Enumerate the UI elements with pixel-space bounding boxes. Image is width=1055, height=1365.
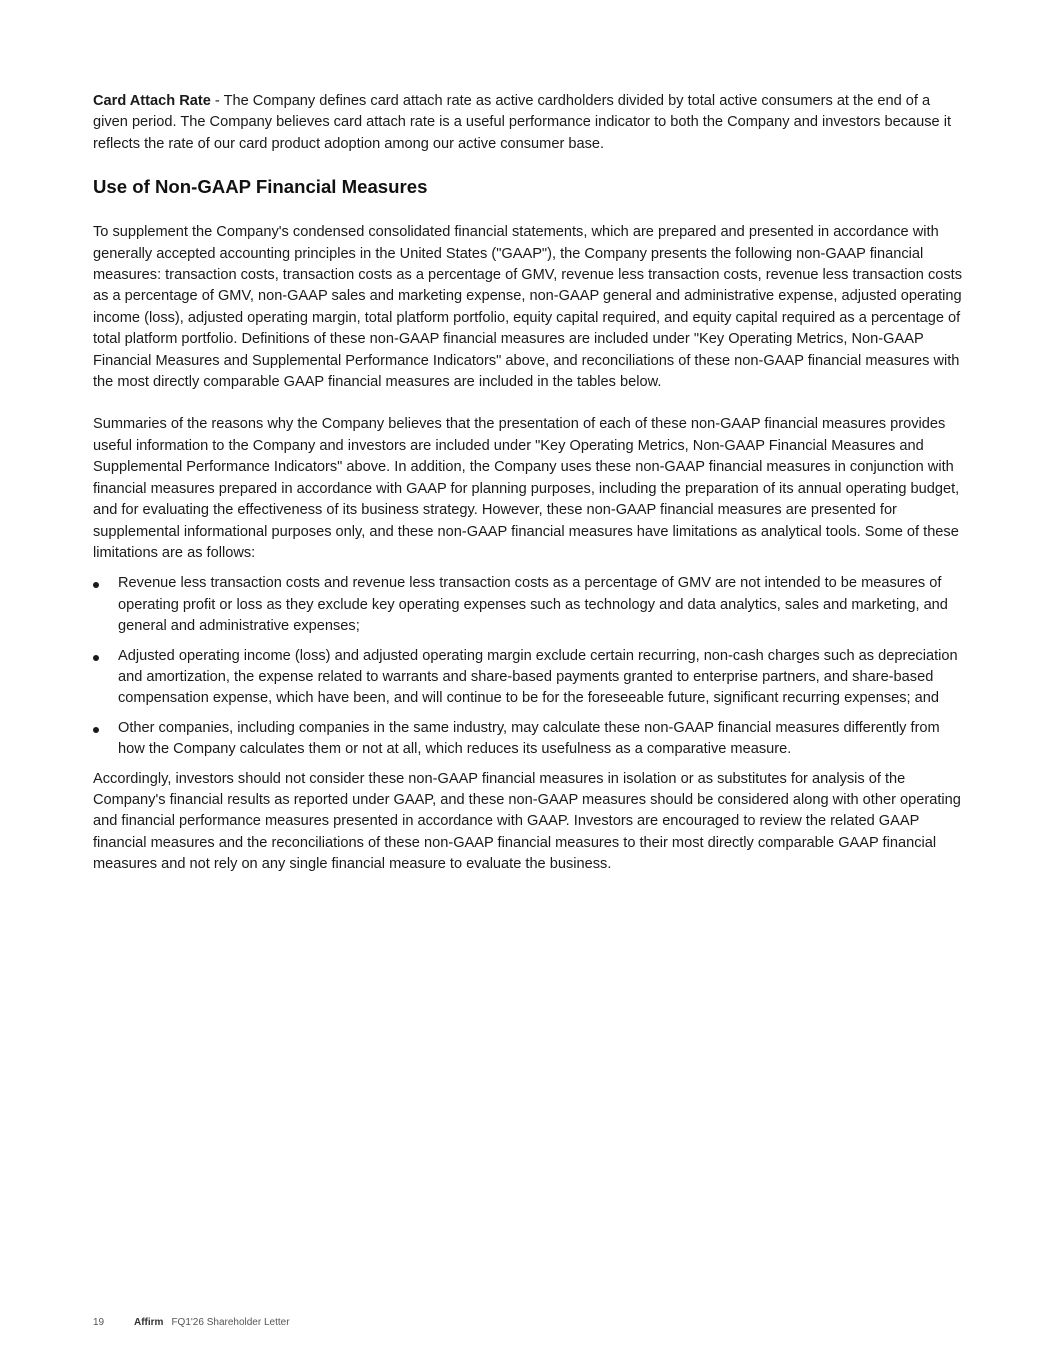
list-item — [93, 718, 963, 761]
brand-name: Affirm — [134, 1317, 164, 1328]
document-title: FQ1'26 Shareholder Letter — [171, 1317, 290, 1328]
supplement-paragraph: To supplement the Company's condensed consolidated financial statements, which are prepared and presented in accordance with generally accepted accounting principles in the United States ("GAAP"), the Company presents the following non-GAAP financial measures: transaction costs, transaction costs as a percentage of GMV, revenue less transaction costs, revenue less transaction costs as a percentage of GMV, non-GAAP sales and marketing expense, non-GAAP general and administrative expense, adjusted operating income (loss), adjusted operating margin, total platform portfolio, equity capital required, and equity capital required as a percentage of total platform portfolio. Definitions of these non-GAAP financial measures are included under "Key Operating Metrics, Non-GAAP Financial Measures and Supplemental Performance Indicators" above, and reconciliations of these non-GAAP financial measures with the most directly comparable GAAP financial measures are included in the tables below. — [93, 224, 963, 391]
card-attach-rate-text: - The Company defines card attach rate as active cardholders divided by total active consumers at the end of a given period. The Company believes card attach rate is a useful performance indicator to both the Company and investors because it reflects the rate of our card product adoption among our active consumer base. — [93, 93, 952, 152]
page-footer — [93, 1317, 290, 1329]
bullet-icon — [93, 655, 99, 661]
card-attach-rate-paragraph — [93, 91, 963, 155]
page-number: 19 — [93, 1317, 105, 1328]
document-body — [93, 91, 963, 876]
section-heading: Use of Non-GAAP Financial Measures — [93, 176, 428, 198]
list-item — [93, 573, 963, 637]
summaries-paragraph: Summaries of the reasons why the Company believes that the presentation of each of these non-GAAP financial measures provides useful information to the Company and investors are included under "Key Operating Metrics, Non-GAAP Financial Measures and Supplemental Performance Indicators" above. In addition, the Company uses these non-GAAP financial measures in conjunction with financial measures prepared in accordance with GAAP for planning purposes, including the preparation of its annual operating budget, and for evaluating the effectiveness of its business strategy. However, these non-GAAP financial measures are presented for supplemental informational purposes only, and these non-GAAP financial measures have limitations as analytical tools. Some of these limitations are as follows: — [93, 416, 960, 561]
list-item-text: Other companies, including companies in the same industry, may calculate these non-GAAP financial measures differently from how the Company calculates them or not at all, which reduces its usefulness as a comparative measure. — [118, 719, 940, 758]
card-attach-rate-term: Card Attach Rate — [93, 93, 211, 109]
bullet-icon — [93, 727, 99, 733]
accordingly-paragraph: Accordingly, investors should not consider these non-GAAP financial measures in isolation or as substitutes for analysis of the Company's financial results as reported under GAAP, and these non-GAAP measures should be considered along with other operating and financial performance measures presented in accordance with GAAP. Investors are encouraged to review the related GAAP financial measures and the reconciliations of these non-GAAP financial measures to their most directly comparable GAAP financial measures and not rely on any single financial measure to evaluate the business. — [93, 770, 961, 873]
list-item — [93, 646, 963, 710]
list-item-text: Adjusted operating income (loss) and adjusted operating margin exclude certain recurring, non-cash charges such as depreciation and amortization, the expense related to warrants and share-based payments granted to enterprise partners, and share-based compensation expense, which have been, and will continue to be for the foreseeable future, significant recurring expenses; and — [118, 647, 958, 707]
limitations-list — [93, 573, 963, 760]
list-item-text: Revenue less transaction costs and revenue less transaction costs as a percentage of GMV are not intended to be measures of operating profit or loss as they exclude key operating expenses such as technology and data analytics, sales and marketing, and general and administrative expenses; — [118, 575, 948, 635]
bullet-icon — [93, 582, 99, 588]
